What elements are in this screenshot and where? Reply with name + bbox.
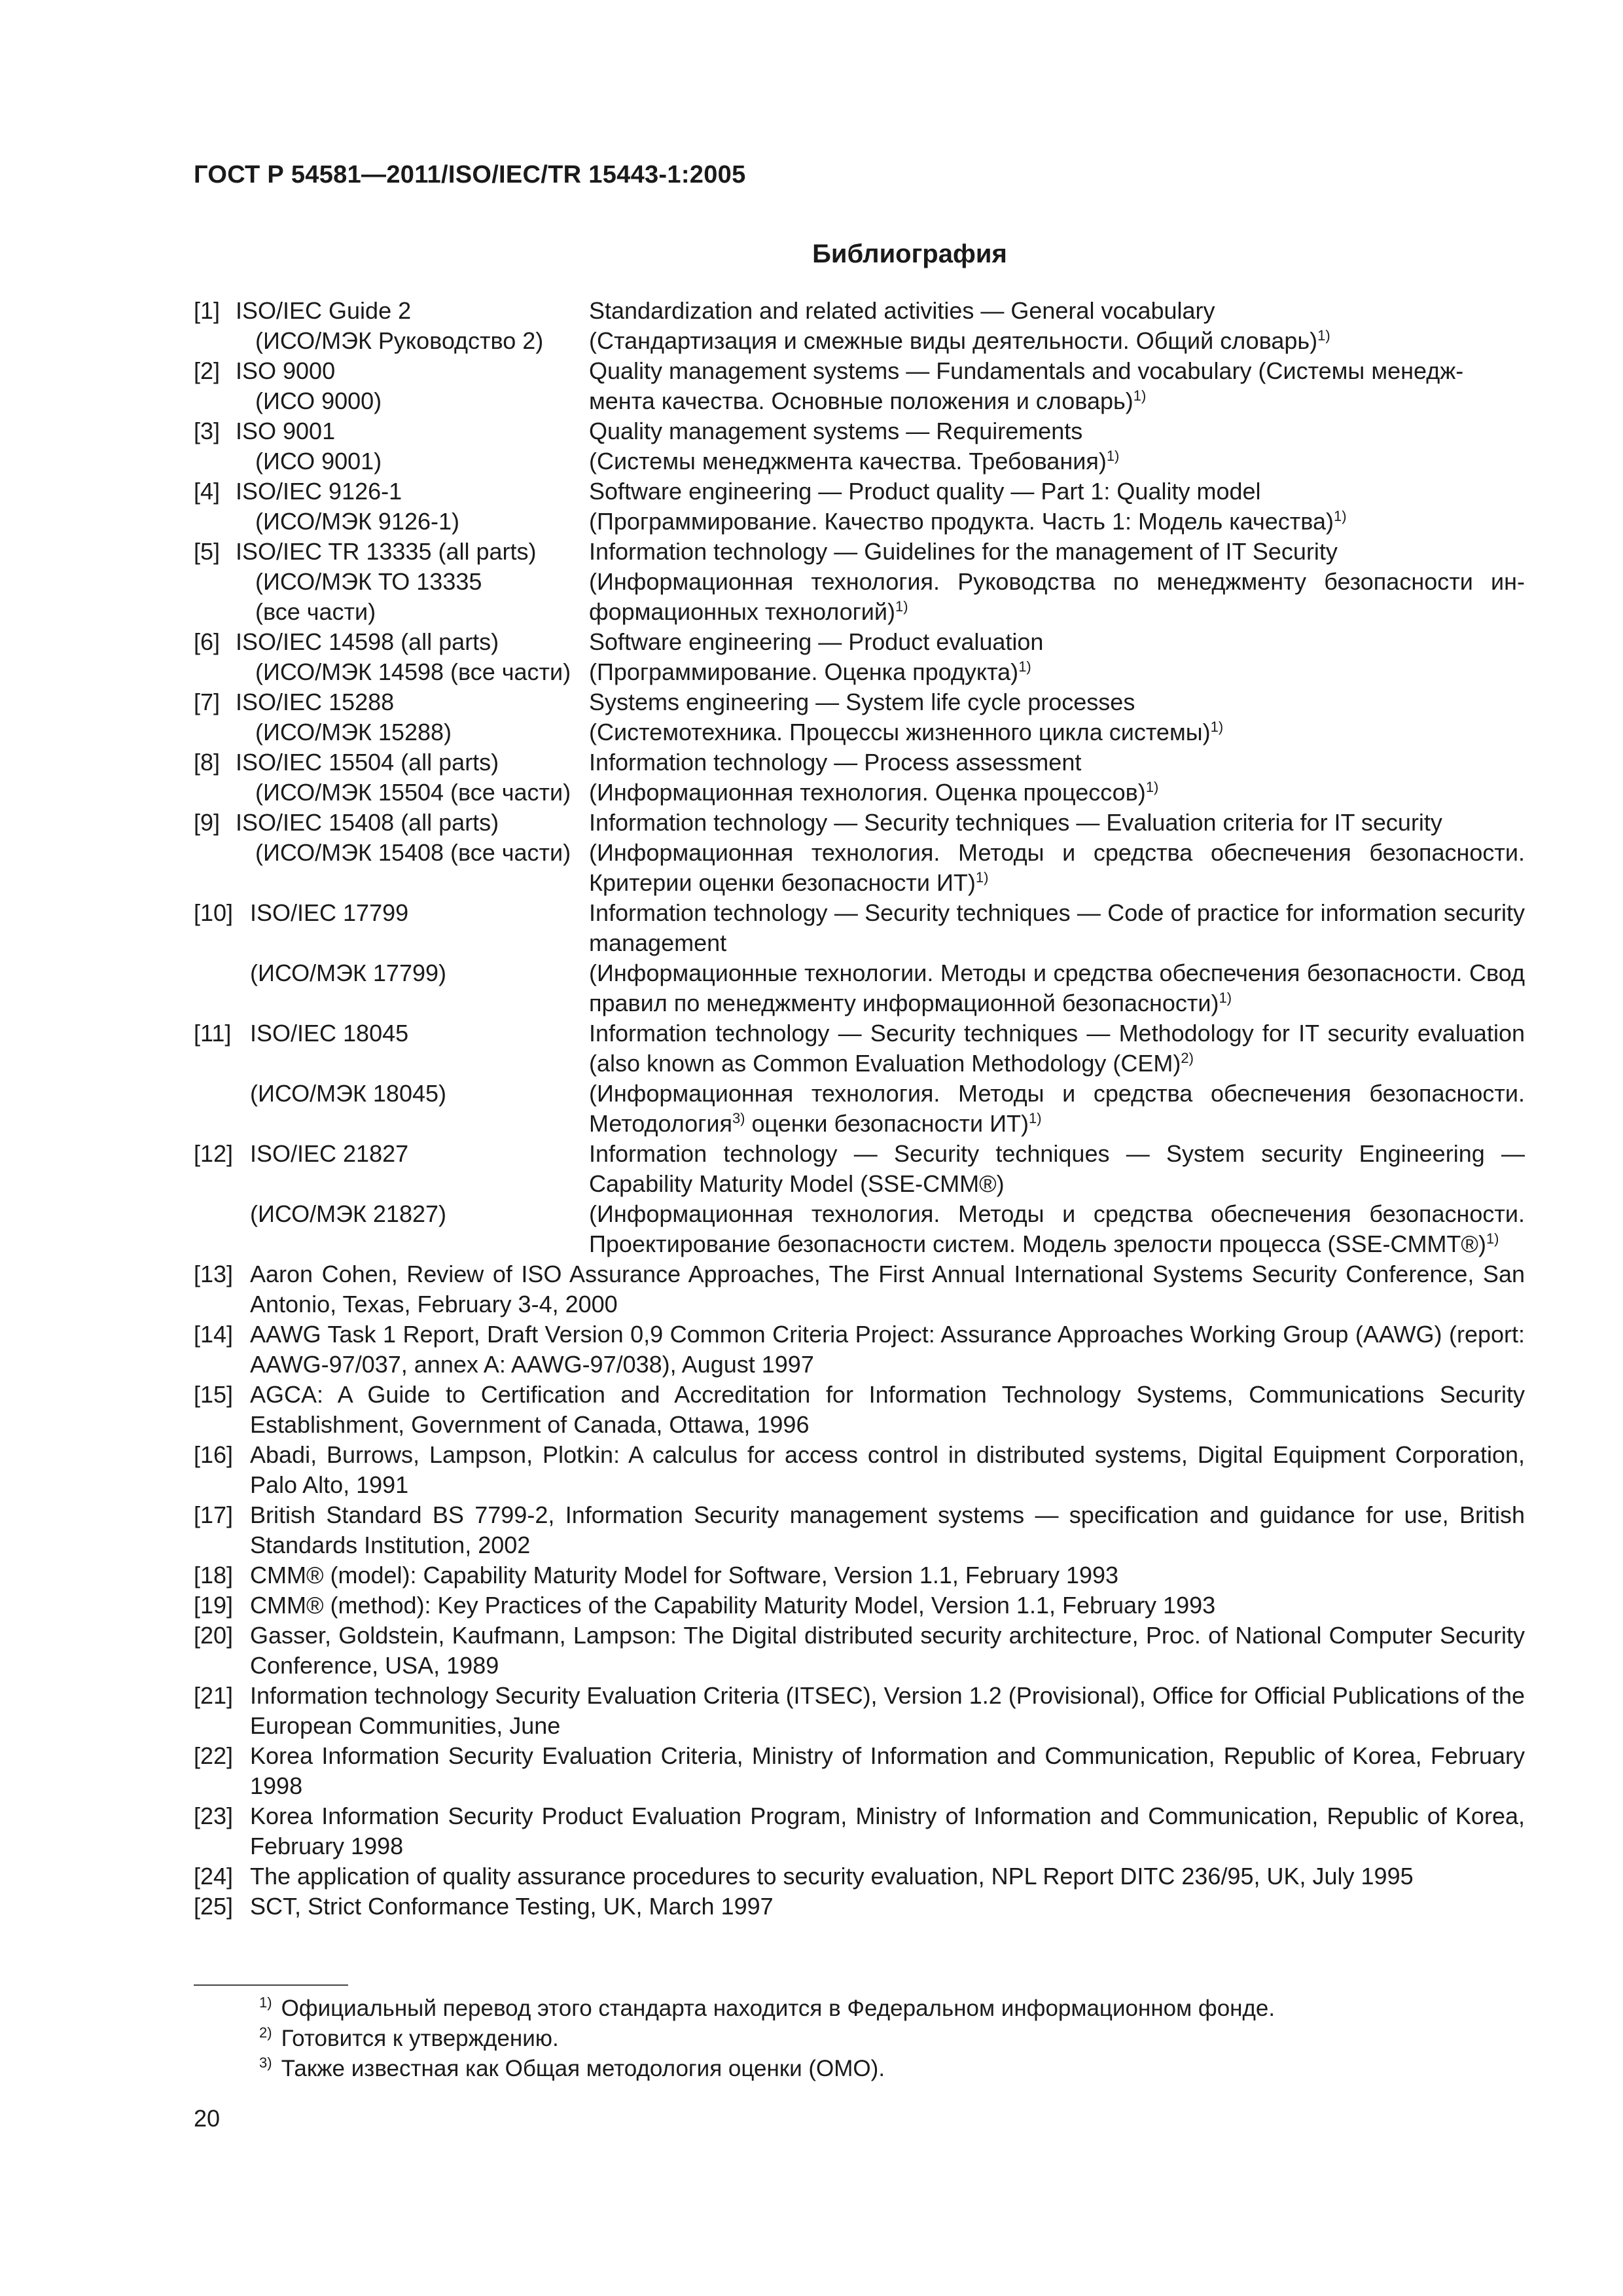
footnote-mark: 1): [895, 598, 908, 615]
description-ru: (Программирование. Оценка продукта): [589, 658, 1019, 685]
entry-description: [589, 687, 1525, 747]
designation-line: ISO 9000: [236, 357, 336, 384]
entry-number: [23]: [194, 1803, 234, 1829]
description-ru: (Системы менеджмента качества. Требования): [589, 448, 1107, 475]
bibliography-entry: [194, 808, 1525, 898]
designation-line: (ИСО/МЭК 15288): [255, 719, 452, 745]
footnote-mark: 1): [1334, 508, 1347, 524]
entry-description: [589, 627, 1525, 687]
bibliography-entry: [194, 356, 1525, 416]
entry-number: [24]: [194, 1863, 234, 1890]
entry-number: [7]: [194, 689, 221, 715]
footnote-mark: 2): [259, 2024, 272, 2041]
footnote-mark: 1): [259, 1994, 272, 2011]
entry-number: [1]: [194, 297, 221, 324]
entry-number: [25]: [194, 1893, 234, 1920]
designation-line: (ИСО/МЭК Руководство 2): [255, 327, 544, 354]
entry-number: [13]: [194, 1261, 234, 1287]
entry-number: [6]: [194, 628, 221, 655]
footnote-mark: 1): [975, 869, 989, 886]
description-en: Information technology — Security techniques — Evaluation criteria for IT security: [589, 809, 1442, 836]
entry-designation: [236, 627, 589, 687]
page-number: 20: [194, 2105, 221, 2132]
bibliography-entry: [194, 416, 1525, 476]
designation-line: (все части): [255, 598, 376, 625]
description-en: Software engineering — Product evaluation: [589, 628, 1044, 655]
designation-line: (ИСО/МЭК 14598 (все части): [255, 658, 571, 685]
bibliography-entry: [194, 1319, 1525, 1380]
bibliography-entry: [194, 1500, 1525, 1560]
entry-number: [20]: [194, 1622, 234, 1649]
entry-number: [8]: [194, 749, 221, 776]
description-ru: (Информационные технологии. Методы и средства обеспечения безопасности. Свод правил по менеджменту информационной безопасности): [589, 960, 1525, 1016]
bibliography-entry: [194, 1259, 1525, 1319]
entry-text: Korea Information Security Evaluation Criteria, Ministry of Information and Communication, Republic of Korea, February 1998: [250, 1742, 1525, 1799]
description-ru: (Стандартизация и смежные виды деятельности. Общий словарь): [589, 327, 1318, 354]
footnote-text: Готовится к утверждению.: [281, 2026, 559, 2051]
designation-line: (ИСО/МЭК ТО 13335: [255, 568, 482, 595]
bibliography-list: [194, 296, 1525, 1922]
footnote-mark: 3): [259, 2054, 272, 2072]
entry-text: Aaron Cohen, Review of ISO Assurance Approaches, The First Annual International Systems Security Conference, San Antonio, Texas, February 3-4, 2000: [250, 1261, 1525, 1318]
entry-number: [21]: [194, 1682, 234, 1709]
entry-number: [9]: [194, 809, 221, 836]
footnote: [259, 2054, 1503, 2084]
entry-description: [589, 898, 1525, 1018]
entry-text: British Standard BS 7799-2, Information Security management systems — specification and guidance for use, British Standards Institution, 2002: [250, 1501, 1525, 1558]
designation-line: ISO/IEC 14598 (all parts): [236, 628, 499, 655]
description-en: Information technology — Process assessment: [589, 749, 1082, 776]
description-en: Quality management systems — Requirements: [589, 418, 1083, 444]
entry-text: AGCA: A Guide to Certification and Accreditation for Information Technology Systems, Communications Security Establishment, Government of Canada, Ottawa, 1996: [250, 1381, 1525, 1438]
description-en: Information technology — Security techniques — Methodology for IT security evaluation (also known as Common Evaluation Methodology (CEM): [589, 1020, 1525, 1077]
footnote-mark: 1): [1106, 448, 1120, 464]
footnote-text: Также известная как Общая методология оценки (ОМО).: [281, 2056, 885, 2081]
designation-line: ISO/IEC 18045: [250, 1020, 409, 1047]
bibliography-entry: [194, 1018, 1525, 1139]
entry-number: [16]: [194, 1441, 234, 1468]
entry-designation: [250, 1139, 589, 1259]
footnote-mark: 1): [1145, 779, 1159, 795]
entry-number: [4]: [194, 478, 221, 505]
designation-line: ISO/IEC Guide 2: [236, 297, 412, 324]
designation-line: (ИСО/МЭК 18045): [250, 1080, 447, 1107]
footnote-mark: 3): [732, 1110, 745, 1126]
entry-text: CMM® (method): Key Practices of the Capability Maturity Model, Version 1.1, February 1993: [250, 1592, 1216, 1619]
footnote-mark: 1): [1317, 327, 1330, 344]
footnote-mark: 2): [1181, 1050, 1194, 1066]
entry-number: [2]: [194, 357, 221, 384]
bibliography-entry: [194, 1681, 1525, 1741]
bibliography-entry: [194, 476, 1525, 537]
designation-line: ISO/IEC 15408 (all parts): [236, 809, 499, 836]
entry-text: AAWG Task 1 Report, Draft Version 0,9 Common Criteria Project: Assurance Approaches Working Group (AAWG) (report: AAWG-97/037, annex A: AAWG-97/038), August 1997: [250, 1321, 1525, 1378]
description-ru: (Информационная технология. Оценка процессов): [589, 779, 1146, 806]
entry-designation: [250, 1018, 589, 1139]
section-title: Библиография: [812, 240, 1007, 268]
bibliography-entry: [194, 296, 1525, 356]
entry-text: CMM® (model): Capability Maturity Model for Software, Version 1.1, February 1993: [250, 1562, 1119, 1588]
description-ru: (Информационная технология. Руководства по менеджменту безопасности ин-формационных технологий): [589, 568, 1525, 625]
entry-description: [589, 747, 1525, 808]
designation-line: ISO 9001: [236, 418, 336, 444]
entry-number: [14]: [194, 1321, 234, 1348]
footnotes: [259, 1994, 1503, 2084]
footnote-mark: 1): [1219, 990, 1232, 1006]
bibliography-entry: [194, 1560, 1525, 1590]
entry-description: [589, 1139, 1525, 1259]
entry-designation: [236, 356, 589, 416]
description-ru: (Программирование. Качество продукта. Часть 1: Модель качества): [589, 508, 1334, 535]
description-en: Quality management systems — Fundamentals and vocabulary (Системы менедж-: [589, 357, 1464, 384]
description-ru: (Системотехника. Процессы жизненного цикла системы): [589, 719, 1211, 745]
entry-number: [19]: [194, 1592, 234, 1619]
designation-line: (ИСО 9000): [255, 387, 382, 414]
bibliography-entry: [194, 1892, 1525, 1922]
entry-designation: [236, 747, 589, 808]
entry-number: [22]: [194, 1742, 234, 1769]
designation-line: ISO/IEC 15288: [236, 689, 395, 715]
bibliography-entry: [194, 898, 1525, 1018]
footnote: [259, 2024, 1503, 2054]
entry-text: SCT, Strict Conformance Testing, UK, March 1997: [250, 1893, 774, 1920]
footnote-mark: 1): [1018, 658, 1031, 675]
description-en: Systems engineering — System life cycle processes: [589, 689, 1135, 715]
document-header: ГОСТ Р 54581—2011/ISO/IEC/TR 15443-1:2005: [194, 161, 746, 188]
designation-line: (ИСО/МЭК 9126-1): [255, 508, 459, 535]
footnote-mark: 1): [1210, 719, 1224, 735]
entry-description: [589, 476, 1525, 537]
entry-number: [3]: [194, 418, 221, 444]
footnote-text: Официальный перевод этого стандарта находится в Федеральном информационном фонде.: [281, 1996, 1275, 2021]
bibliography-entry: [194, 1590, 1525, 1621]
bibliography-entry: [194, 1741, 1525, 1801]
entry-description: [589, 1018, 1525, 1139]
designation-line: (ИСО 9001): [255, 448, 382, 475]
bibliography-entry: [194, 687, 1525, 747]
footnote-mark: 1): [1028, 1110, 1042, 1126]
entry-designation: [236, 416, 589, 476]
entry-designation: [236, 687, 589, 747]
designation-line: (ИСО/МЭК 15504 (все части): [255, 779, 571, 806]
designation-line: ISO/IEC 15504 (all parts): [236, 749, 499, 776]
designation-line: ISO/IEC 9126-1: [236, 478, 402, 505]
description-en: Software engineering — Product quality — Part 1: Quality model: [589, 478, 1261, 505]
entry-description: [589, 296, 1525, 356]
designation-line: (ИСО/МЭК 15408 (все части): [255, 839, 571, 866]
bibliography-entry: [194, 747, 1525, 808]
description-ru: (Информационная технология. Методы и средства обеспечения безопасности. Методология: [589, 1080, 1525, 1137]
designation-line: (ИСО/МЭК 17799): [250, 960, 447, 986]
entry-number: [10]: [194, 899, 234, 926]
entry-number: [5]: [194, 538, 221, 565]
entry-text: Gasser, Goldstein, Kaufmann, Lampson: The Digital distributed security architecture, Proc. of National Computer Security Conference, USA, 1989: [250, 1622, 1525, 1679]
description-en: Information technology — Guidelines for the management of IT Security: [589, 538, 1338, 565]
entry-number: [12]: [194, 1140, 234, 1167]
bibliography-entry: [194, 627, 1525, 687]
entry-designation: [236, 808, 589, 898]
bibliography-entry: [194, 1440, 1525, 1500]
bibliography-entry: [194, 1861, 1525, 1892]
footnote: [259, 1994, 1503, 2024]
designation-line: ISO/IEC 17799: [250, 899, 409, 926]
entry-text: Information technology Security Evaluation Criteria (ITSEC), Version 1.2 (Provisional), Office for Official Publications of the European Communities, June: [250, 1682, 1525, 1739]
footnote-mark: 1): [1486, 1230, 1499, 1247]
entry-designation: [236, 476, 589, 537]
description-ru: (Информационная технология. Методы и средства обеспечения безопасности. Критерии оценки безопасности ИТ): [589, 839, 1525, 896]
entry-description: [589, 416, 1525, 476]
description-en: Information technology — Security techniques — Code of practice for information security management: [589, 899, 1525, 956]
description-ru: (Информационная технология. Методы и средства обеспечения безопасности. Проектирование безопасности систем. Модель зрелости процесса (SSE-CMMT®): [589, 1200, 1525, 1257]
bibliography-entry: [194, 1380, 1525, 1440]
bibliography-entry: [194, 537, 1525, 627]
entry-number: [11]: [194, 1020, 232, 1047]
designation-line: (ИСО/МЭК 21827): [250, 1200, 447, 1227]
description-ru: оценки безопасности ИТ): [745, 1110, 1029, 1137]
description-ru: мента качества. Основные положения и словарь): [589, 387, 1133, 414]
footnote-mark: 1): [1133, 387, 1147, 404]
entry-text: The application of quality assurance procedures to security evaluation, NPL Report DITC 236/95, UK, July 1995: [250, 1863, 1414, 1890]
description-en: Information technology — Security techniques — System security Engineering — Capability Maturity Model (SSE-CMM®): [589, 1140, 1525, 1197]
description-en: Standardization and related activities — General vocabulary: [589, 297, 1215, 324]
bibliography-entry: [194, 1621, 1525, 1681]
entry-text: Korea Information Security Product Evaluation Program, Ministry of Information and Communication, Republic of Korea, February 1998: [250, 1803, 1525, 1859]
footnote-divider: [194, 1984, 348, 1986]
entry-description: [589, 808, 1525, 898]
designation-line: ISO/IEC 21827: [250, 1140, 409, 1167]
entry-text: Abadi, Burrows, Lampson, Plotkin: A calculus for access control in distributed systems, Digital Equipment Corporation, Palo Alto, 1991: [250, 1441, 1525, 1498]
entry-designation: [236, 537, 589, 627]
entry-number: [15]: [194, 1381, 234, 1408]
entry-description: [589, 356, 1525, 416]
entry-designation: [236, 296, 589, 356]
bibliography-entry: [194, 1801, 1525, 1861]
entry-number: [18]: [194, 1562, 234, 1588]
bibliography-entry: [194, 1139, 1525, 1259]
entry-designation: [250, 898, 589, 1018]
entry-description: [589, 537, 1525, 627]
entry-number: [17]: [194, 1501, 234, 1528]
designation-line: ISO/IEC TR 13335 (all parts): [236, 538, 537, 565]
